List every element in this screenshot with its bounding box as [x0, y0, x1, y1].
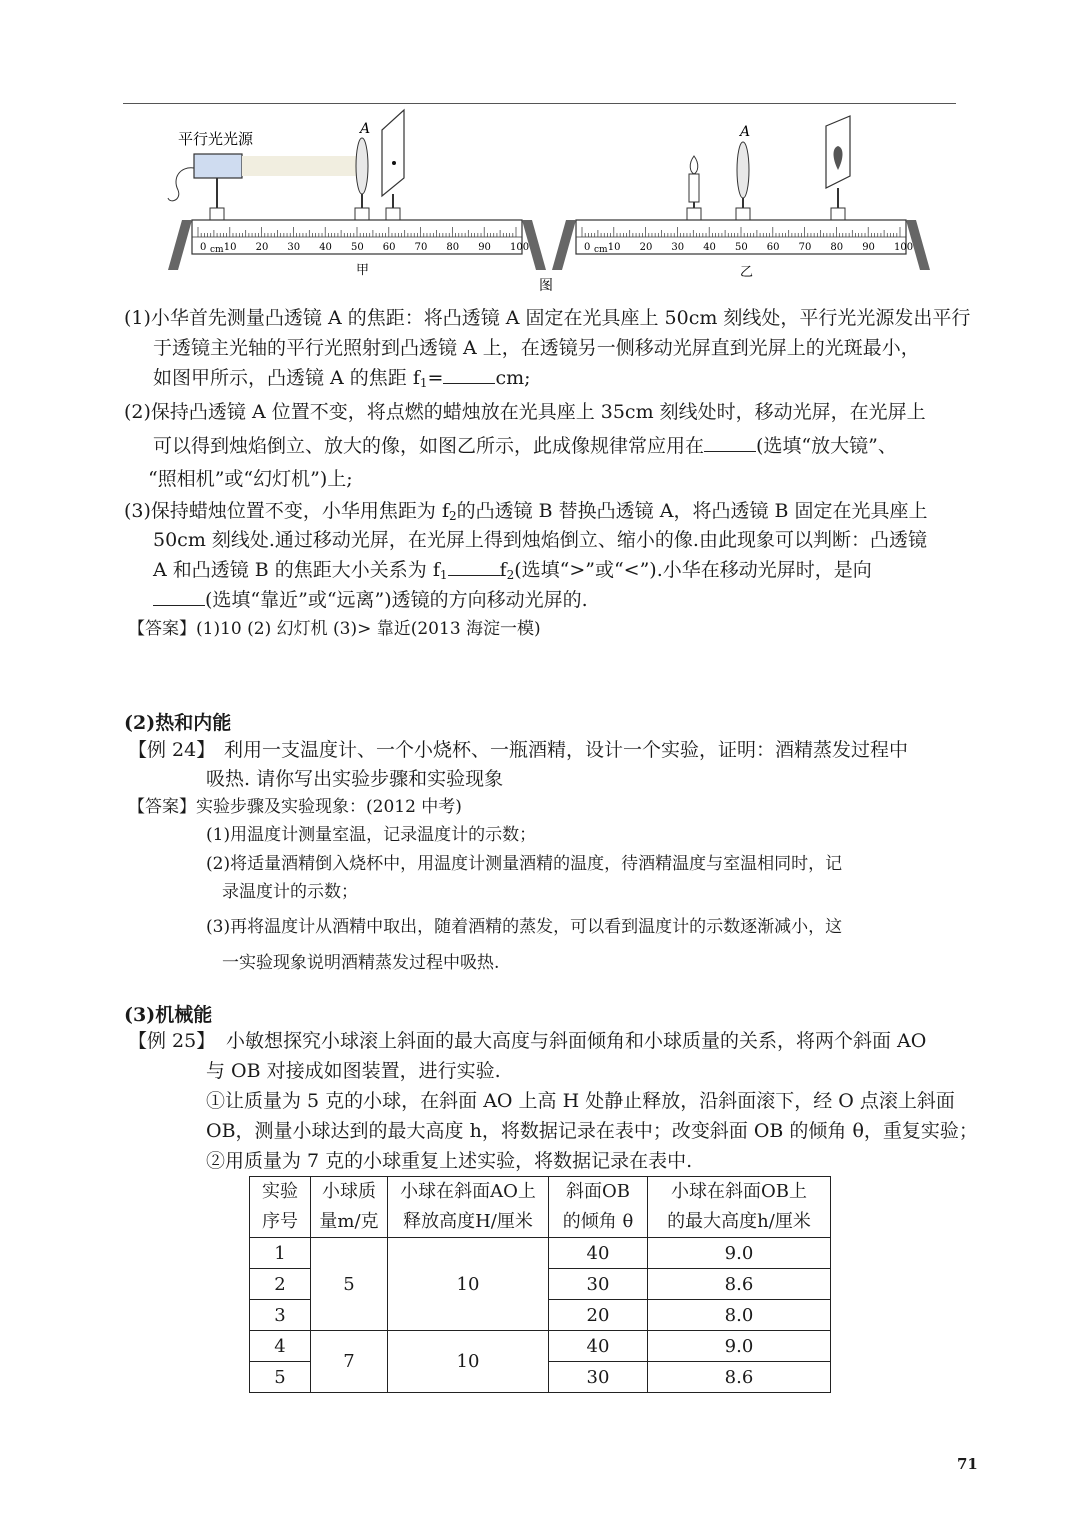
- header-cell: 小球在斜面AO上 释放高度H/厘米: [388, 1177, 549, 1238]
- bench-tick-label: 90: [478, 242, 491, 253]
- height-cell: 10: [388, 1238, 549, 1331]
- bench-tick-label: 30: [671, 242, 685, 253]
- q23-p2-line1: (2)保持凸透镜 A 位置不变，将点燃的蜡烛放在光具座上 35cm 刻线处时，移动光屏，在光屏上: [124, 401, 926, 423]
- q23-answer: 【答案】(1)10 (2) 幻灯机 (3)> 靠近(2013 海淀一模): [128, 619, 541, 639]
- q23-p2-line3: “照相机”或“幻灯机”)上;: [148, 468, 353, 490]
- bench-tick-label: 10: [223, 242, 237, 253]
- q23-p1-line2: 于透镜主光轴的平行光照射到凸透镜 A 上，在透镜另一侧移动光屏直到光屏上的光斑最小，: [153, 337, 920, 359]
- table-row: 4 7 10 40 9.0: [250, 1331, 831, 1362]
- bench-tick-label: 90: [862, 242, 875, 253]
- example-24-line1: 利用一支温度计、一个小烧杯、一瓶酒精，设计一个实验，证明：酒精蒸发过程中: [224, 739, 909, 761]
- bench-tick-label: 50: [351, 242, 364, 253]
- q23-p3-line1: (3)保持蜡烛位置不变，小华用焦距为 $f_2$的凸透镜 B 替换凸透镜 A，将凸透镜 B 固定在光具座上: [124, 500, 928, 523]
- example-25-line5: ②用质量为 7 克的小球重复上述实验，将数据记录在表中.: [206, 1150, 693, 1172]
- example-24-line2: 吸热. 请你写出实验步骤和实验现象: [206, 768, 504, 790]
- q23-p3-line2: 50cm 刻线处.通过移动光屏，在光屏上得到烛焰倒立、缩小的像.由此现象可以判断：凸透镜: [153, 529, 927, 551]
- bench-tick-label: 80: [446, 242, 460, 253]
- table-header-row: [250, 1177, 831, 1238]
- answer-24: 【答案】实验步骤及实验现象：(2012 中考): [128, 797, 462, 817]
- mass-cell: 7: [311, 1331, 388, 1393]
- q23-p3-line3: A 和凸透镜 B 的焦距大小关系为 $f_1$ $f_2$(选填“>”或“<”).小华在移动光屏时，是向: [153, 559, 872, 582]
- bench-left: [168, 110, 546, 278]
- bench-tick-label: 50: [735, 242, 748, 253]
- example-25-label: 【例 25】: [128, 1030, 216, 1052]
- example-25-line4: OB，测量小球达到的最大高度 h，将数据记录在表中；改变斜面 OB 的倾角 θ，重复实验；: [206, 1120, 978, 1142]
- bench-tick-label: 30: [287, 242, 301, 253]
- page-number: 71: [957, 1455, 978, 1473]
- bench-tick-label: 80: [830, 242, 844, 253]
- power-cord: [168, 168, 194, 201]
- answer-blank: [704, 433, 756, 452]
- step-1: (1)用温度计测量室温，记录温度计的示数；: [206, 825, 537, 845]
- bench-tick-label: 60: [766, 242, 780, 253]
- header-cell: 实验 序号: [250, 1177, 311, 1238]
- mass-cell: 5: [311, 1238, 388, 1331]
- answer-blank: [153, 587, 205, 606]
- bench-tick-label: 100: [510, 242, 530, 253]
- bench-tick-label: 70: [798, 242, 812, 253]
- section-2-title: (2)热和内能: [124, 712, 232, 734]
- bench-tick-label: 0: [200, 242, 207, 253]
- table-row: 5 30 8.6: [250, 1362, 831, 1393]
- height-cell: 10: [388, 1331, 549, 1393]
- bench-tick-label: 70: [414, 242, 428, 253]
- q23-p3-line4: (选填“靠近”或“远离”)透镜的方向移动光屏的.: [153, 585, 588, 615]
- light-screen: [382, 110, 404, 196]
- step-3: (3)再将温度计从酒精中取出，随着酒精的蒸发，可以看到温度计的示数逐渐减小，这: [206, 917, 843, 937]
- bench-tick-label: 40: [319, 242, 332, 253]
- header-rule: [123, 103, 956, 104]
- header-cell: 小球质 量m/克: [311, 1177, 388, 1238]
- table-row: 3 20 8.0: [250, 1300, 831, 1331]
- q23-p1-line3: 如图甲所示，凸透镜 A 的焦距 $f_1=$ cm;: [153, 367, 531, 390]
- section-3-title: (3)机械能: [124, 1004, 213, 1026]
- bench-unit-label: cm: [594, 245, 608, 255]
- figure-caption: 图: [539, 278, 553, 294]
- svg-text:A: A: [740, 124, 751, 140]
- q23-p2-line2: 可以得到烛焰倒立、放大的像，如图乙所示，此成像规律常应用在 (选填“放大镜”、: [153, 435, 897, 457]
- bench-tick-label: 10: [607, 242, 621, 253]
- experiment-table: [249, 1176, 831, 1393]
- source-label: 平行光光源: [178, 130, 254, 148]
- example-25-line1: 小敏想探究小球滚上斜面的最大高度与斜面倾角和小球质量的关系，将两个斜面 AO: [226, 1030, 927, 1052]
- step-2-cont: 录温度计的示数；: [222, 882, 358, 902]
- bench-tick-label: 20: [639, 242, 653, 253]
- bench-tick-label: 0: [584, 242, 591, 253]
- answer-blank: [448, 557, 500, 576]
- step-2: (2)将适量酒精倒入烧杯中，用温度计测量酒精的温度，待酒精温度与室温相同时，记: [206, 854, 843, 874]
- bench-right: [552, 116, 930, 280]
- sub-label-jia: 甲: [356, 263, 370, 278]
- sub-label-yi: 乙: [740, 265, 754, 280]
- bench-unit-label: cm: [210, 245, 224, 255]
- light-beam: [242, 156, 357, 176]
- candle-flame: [690, 156, 698, 174]
- bench-tick-label: 40: [703, 242, 716, 253]
- table-row: 2 30 8.6: [250, 1269, 831, 1300]
- bench-tick-label: 20: [255, 242, 269, 253]
- answer-blank: [443, 365, 495, 384]
- header-cell: 斜面OB 的倾角 θ: [549, 1177, 648, 1238]
- optics-figure: [160, 108, 950, 298]
- example-25-line2: 与 OB 对接成如图装置，进行实验.: [206, 1060, 501, 1082]
- example-24-label: 【例 24】: [128, 739, 216, 761]
- lens-label: A: [360, 121, 371, 137]
- bench-tick-label: 100: [894, 242, 914, 253]
- bench-tick-label: 60: [382, 242, 396, 253]
- light-source: [194, 154, 242, 178]
- example-25-line3: ①让质量为 5 克的小球，在斜面 AO 上高 H 处静止释放，沿斜面滚下，经 O 点滚上斜面: [206, 1090, 955, 1112]
- header-cell: 小球在斜面OB上 的最大高度h/厘米: [648, 1177, 831, 1238]
- step-3-cont: 一实验现象说明酒精蒸发过程中吸热.: [222, 953, 500, 973]
- table-row: 1 5 10 40 9.0: [250, 1238, 831, 1269]
- q23-p1-line1: (1)小华首先测量凸透镜 A 的焦距：将凸透镜 A 固定在光具座上 50cm 刻线处，平行光光源发出平行: [124, 307, 971, 329]
